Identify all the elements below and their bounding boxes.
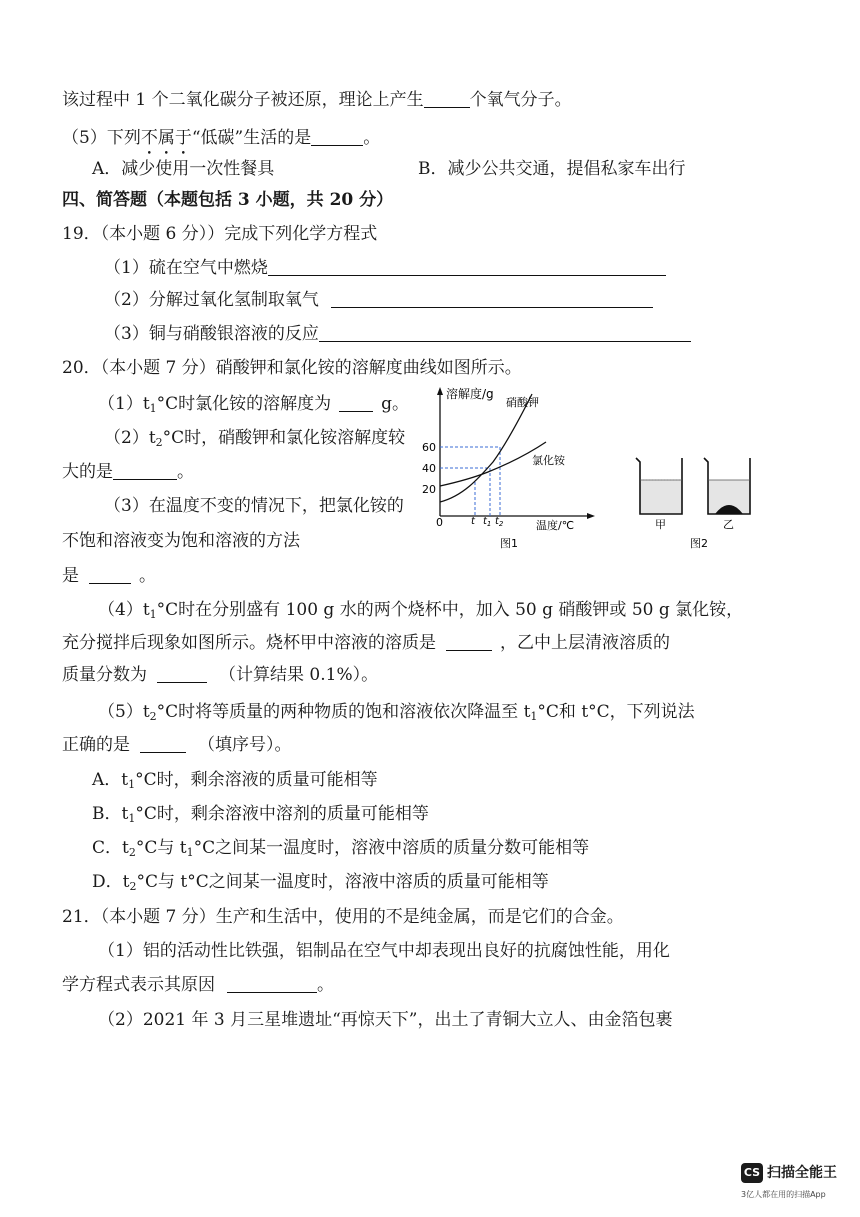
line-text: （4）t (98, 600, 150, 620)
question-20-2 (104, 426, 405, 455)
kno3-curve (440, 394, 532, 502)
line-text: °C之间某一温度时，溶液中溶质的质量分数可能相等 (193, 838, 590, 858)
beaker-jia-liquid (640, 480, 682, 514)
line-text: （3）铜与硝酸银溶液的反应 (104, 324, 319, 344)
line-text: （5）下列 (62, 128, 141, 148)
question-20-4-end (62, 663, 378, 687)
x-mark-t1: $t_1$ (483, 516, 492, 528)
solubility-chart (418, 384, 608, 552)
x-mark-t2: $t_2$ (495, 516, 504, 528)
kno3-label: 硝酸钾 (506, 396, 539, 409)
option-b (92, 802, 429, 831)
line-text: °C时将等质量的两种物质的饱和溶液依次降温至 t (156, 702, 531, 722)
line-text: （计算结果 0.1%）。 (219, 665, 379, 685)
subscript: 1 (186, 846, 194, 859)
subscript: 1 (530, 710, 538, 723)
answer-blank[interactable] (140, 734, 186, 753)
question-20-2-cont (62, 460, 194, 484)
answer-blank[interactable] (424, 89, 470, 108)
line-text: g。 (381, 394, 410, 414)
subscript: 1 (128, 812, 136, 825)
option-a: A．减少使用一次性餐具 (92, 159, 275, 179)
line-text: °C时氯化铵的溶解度为 (156, 394, 332, 414)
emphasis-char: 不 (140, 128, 158, 148)
line-text: B．t (92, 804, 129, 824)
line-text: °C时，剩余溶液的质量可能相等 (135, 770, 378, 790)
nh4cl-label: 氯化铵 (532, 454, 565, 467)
x-mark-t: t (471, 516, 475, 527)
answer-blank[interactable] (268, 257, 666, 276)
option-c (92, 836, 589, 865)
origin-label: 0 (436, 516, 443, 529)
question-20-3: （3）在温度不变的情况下，把氯化铵的 (104, 496, 404, 516)
line-text: C．t (92, 838, 129, 858)
question-5 (62, 126, 380, 150)
question-20-3-end (62, 564, 156, 588)
answer-blank[interactable] (113, 461, 177, 480)
subscript: 2 (149, 710, 157, 723)
y-axis-label: 溶解度/g (446, 387, 494, 401)
answer-blank[interactable] (227, 974, 317, 993)
line-text: 该过程中 1 个二氧化碳分子被还原，理论上产生 (62, 90, 424, 110)
figure-caption: 图2 (690, 537, 708, 550)
figure-caption: 图1 (500, 537, 518, 550)
line-text: ，乙中上层清液溶质的 (500, 633, 670, 653)
question-20-5-cont (62, 733, 292, 757)
section-heading: 四、简答题（本题包括 3 小题，共 20 分） (62, 190, 394, 210)
answer-blank[interactable] (319, 323, 691, 342)
line-text: 质量分数为 (62, 665, 147, 685)
line-text: 学方程式表示其原因 (62, 975, 215, 995)
x-axis-arrow (587, 513, 595, 519)
answer-blank[interactable] (446, 632, 492, 651)
y-tick-label: 40 (422, 462, 436, 475)
answer-blank[interactable] (331, 289, 653, 308)
line-text: （1）t (98, 394, 150, 414)
answer-blank[interactable] (311, 127, 363, 146)
question-20-4 (98, 598, 743, 627)
emphasis-char: 于 (174, 128, 192, 148)
line-text: °C与 t°C之间某一温度时，溶液中溶质的质量可能相等 (136, 872, 549, 892)
line-text: 大的是 (62, 462, 113, 482)
question-19: 19．（本小题 6 分））完成下列化学方程式 (62, 224, 378, 244)
subscript: 2 (155, 436, 163, 449)
line-text: A．t (92, 770, 129, 790)
option-b: B．减少公共交通，提倡私家车出行 (418, 159, 686, 179)
line-text: （2）t (104, 428, 156, 448)
line-text: °C时在分别盛有 100 g 水的两个烧杯中，加入 50 g 硝酸钾或 50 g 氯化铵， (156, 600, 744, 620)
y-axis-arrow (437, 387, 443, 395)
scanner-tagline: 3亿人都在用的扫描App (741, 1190, 826, 1199)
question-20-5 (98, 700, 695, 729)
subscript: 1 (128, 778, 136, 791)
line-text: 个氧气分子。 (469, 90, 572, 110)
question-19-1 (104, 256, 666, 280)
line-text: °C与 t (135, 838, 187, 858)
line-text: 充分搅拌后现象如图所示。烧杯甲中溶液的溶质是 (62, 633, 436, 653)
question-19-3 (104, 322, 691, 346)
beaker-jia-label: 甲 (655, 518, 666, 531)
question-20-3-cont: 不饱和溶液变为饱和溶液的方法 (62, 531, 300, 551)
beaker-yi-label: 乙 (723, 518, 734, 531)
answer-blank[interactable] (89, 565, 131, 584)
question-20-4-cont (62, 631, 670, 655)
subscript: 1 (149, 402, 157, 415)
question-19-2 (104, 288, 653, 312)
line-text: 。 (139, 566, 156, 586)
line-text: 是 (62, 566, 79, 586)
line-text: （5）t (98, 702, 150, 722)
line-text: “低碳”生活的是 (191, 128, 312, 148)
nh4cl-curve (440, 442, 546, 486)
line-text: （填序号）。 (198, 735, 292, 755)
question-21-1: （1）铝的活动性比铁强，铝制品在空气中却表现出良好的抗腐蚀性能，用化 (98, 941, 670, 961)
answer-blank[interactable] (157, 664, 207, 683)
line-text: 正确的是 (62, 735, 130, 755)
option-d (92, 870, 549, 899)
answer-blank[interactable] (339, 393, 373, 412)
line-text: （1）硫在空气中燃烧 (104, 258, 268, 278)
beakers-figure (628, 452, 758, 552)
line-text: 。 (177, 462, 194, 482)
option-a (92, 768, 378, 797)
line-text: °C和 t°C，下列说法 (537, 702, 695, 722)
subscript: 1 (149, 608, 157, 621)
text-line (62, 88, 572, 112)
line-text: °C时，硝酸钾和氯化铵溶解度较 (162, 428, 406, 448)
question-20-1 (98, 392, 409, 421)
y-tick-label: 20 (422, 483, 436, 496)
question-20: 20．（本小题 7 分）硝酸钾和氯化铵的溶解度曲线如图所示。 (62, 358, 522, 378)
question-21-1-cont (62, 973, 334, 997)
scanner-logo: CS (741, 1163, 763, 1183)
scanner-app-name: 扫描全能王 (767, 1165, 837, 1181)
line-text: 。 (363, 128, 381, 148)
y-tick-label: 60 (422, 441, 436, 454)
line-text: 。 (317, 975, 334, 995)
subscript: 2 (129, 880, 137, 893)
line-text: （2）分解过氧化氢制取氧气 (104, 290, 319, 310)
line-text: °C时，剩余溶液中溶剂的质量可能相等 (135, 804, 429, 824)
line-text: D．t (92, 872, 130, 892)
emphasis-char: 属 (157, 128, 175, 148)
x-axis-label: 温度/℃ (536, 519, 575, 532)
subscript: 2 (128, 846, 136, 859)
question-21-2: （2）2021 年 3 月三星堆遗址“再惊天下”，出土了青铜大立人、由金箔包裹 (98, 1010, 673, 1030)
question-21: 21．（本小题 7 分）生产和生活中，使用的不是纯金属，而是它们的合金。 (62, 907, 624, 927)
